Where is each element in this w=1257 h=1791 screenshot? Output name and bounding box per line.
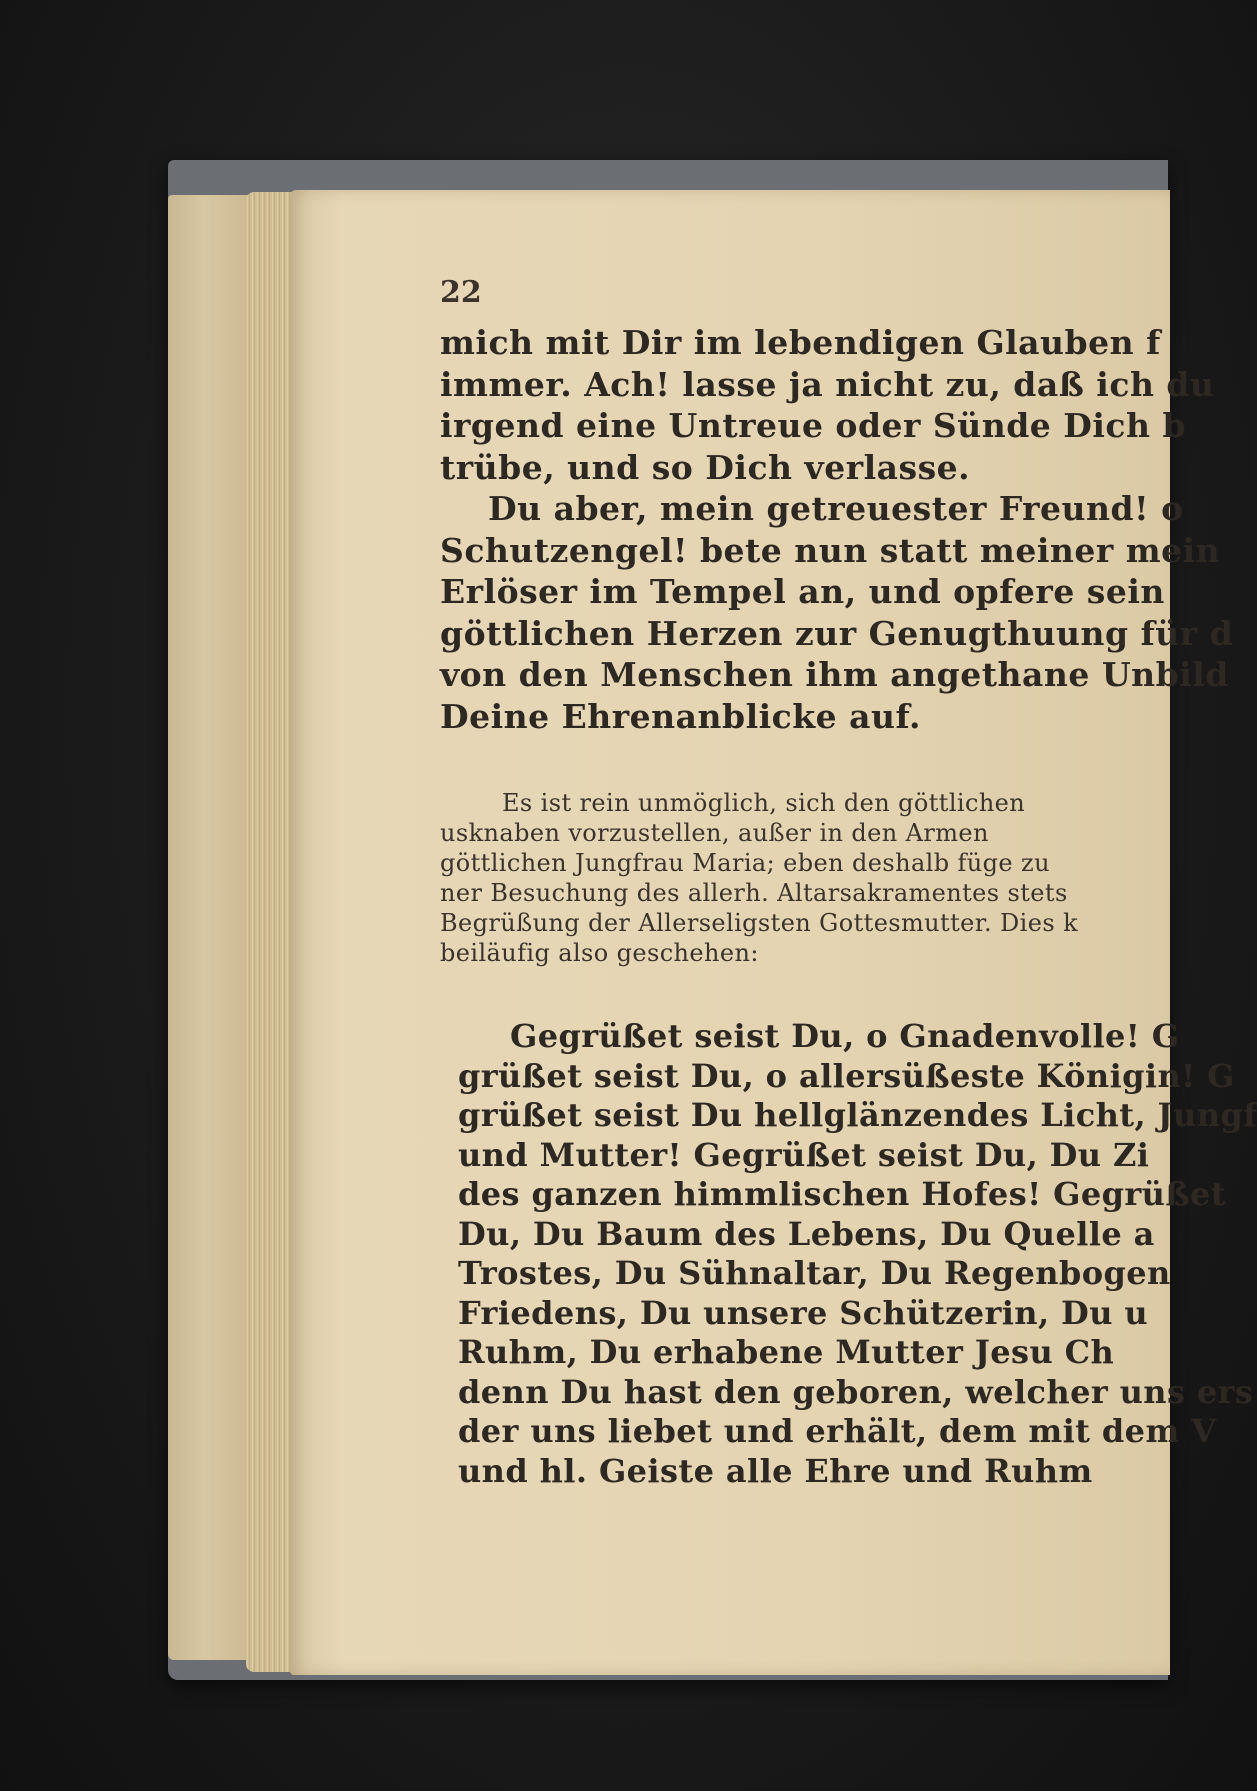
note-line: göttlichen Jungfrau Maria; eben deshalb füge zu <box>440 849 1050 877</box>
text-line: Deine Ehrenanblicke auf. <box>440 696 921 736</box>
text-line: irgend eine Untreue oder Sünde Dich b <box>440 406 1187 445</box>
prayer-line: Friedens, Du unsere Schützerin, Du u <box>458 1293 1149 1332</box>
prayer-paragraph <box>458 1017 1257 1491</box>
note-line: beiläufig also geschehen: <box>440 939 759 967</box>
book-page <box>290 190 1257 1675</box>
text-line: Du aber, mein getreuester Freund! o <box>488 489 1184 528</box>
text-line: Schutzengel! bete nun statt meiner mein <box>440 530 1221 570</box>
prayer-line: und hl. Geiste alle Ehre und Ruhm <box>458 1451 1093 1490</box>
note-line: Begrüßung der Allerseligsten Gottesmutter. Dies k <box>440 909 1079 937</box>
prayer-line: Trostes, Du Sühnaltar, Du Regenbogen <box>458 1254 1171 1292</box>
prayer-line: und Mutter! Gegrüßet seist Du, Du Zi <box>458 1135 1150 1174</box>
text-line: trübe, und so Dich verlasse. <box>440 447 971 487</box>
prayer-line: grüßet seist Du hellglänzendes Licht, Jungf <box>458 1096 1257 1134</box>
prayer-line: Ruhm, Du erhabene Mutter Jesu Ch <box>458 1333 1115 1371</box>
text-line: von den Menschen ihm angethane Unbild <box>440 655 1229 694</box>
note-line: Es ist rein unmöglich, sich den göttlichen <box>502 789 1026 817</box>
text-line: immer. Ach! lasse ja nicht zu, daß ich du <box>440 364 1215 404</box>
prayer-line: denn Du hast den geboren, welcher uns ers <box>458 1372 1254 1411</box>
note-line: ner Besuchung des allerh. Altarsakramentes stets <box>440 879 1068 907</box>
prayer-line: Gegrüßet seist Du, o Gnadenvolle! G <box>510 1017 1180 1055</box>
text-line: Erlöser im Tempel an, und opfere sein <box>440 572 1165 611</box>
text-line: mich mit Dir im lebendigen Glauben f <box>440 323 1161 362</box>
note-line: usknaben vorzustellen, außer in den Armen <box>440 819 989 847</box>
text-line: göttlichen Herzen zur Genugthuung für d <box>440 613 1234 653</box>
page-number: 22 <box>440 275 482 310</box>
prayer-line: Du, Du Baum des Lebens, Du Quelle a <box>458 1214 1155 1253</box>
prayer-line: der uns liebet und erhält, dem mit dem V <box>458 1412 1217 1450</box>
cover-inner-board <box>168 195 258 1660</box>
note-paragraph <box>440 788 1180 968</box>
prayer-line: des ganzen himmlischen Hofes! Gegrüßet <box>458 1175 1226 1213</box>
paragraph-main <box>440 322 1234 737</box>
prayer-line: grüßet seist Du, o allersüßeste Königin! G <box>458 1056 1235 1095</box>
